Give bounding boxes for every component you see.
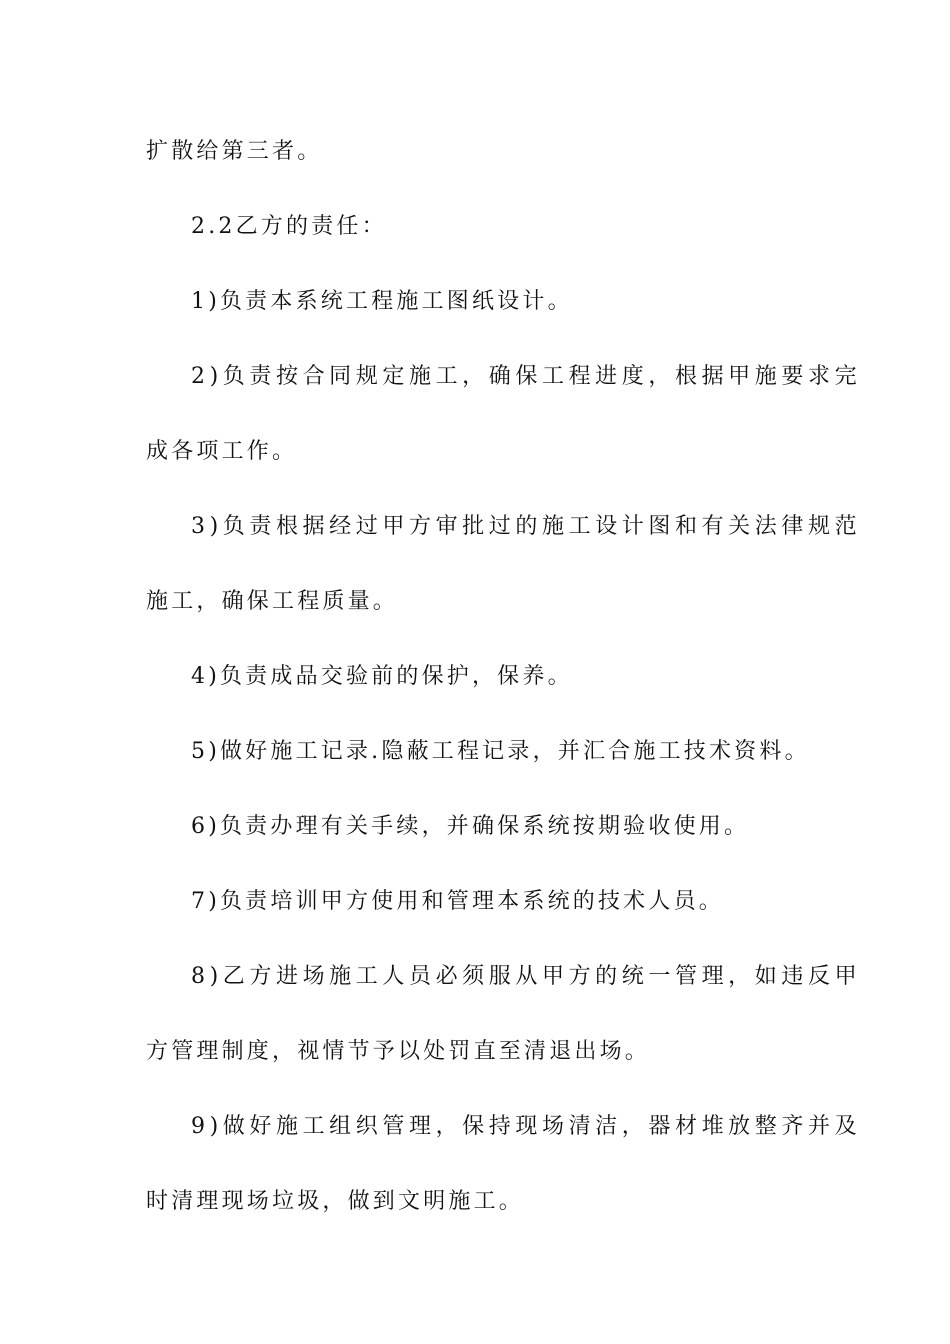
list-item: 4)负责成品交验前的保护，保养。	[191, 664, 573, 689]
list-item: 2)负责按合同规定施工，确保工程进度，根据甲施要求完	[191, 364, 862, 389]
paragraph-line: 扩散给第三者。	[146, 139, 323, 164]
list-item-continuation: 施工，确保工程质量。	[146, 589, 399, 614]
section-heading: 2.2乙方的责任：	[191, 214, 387, 239]
list-item-continuation: 成各项工作。	[146, 439, 298, 464]
list-item: 3)负责根据经过甲方审批过的施工设计图和有关法律规范	[191, 514, 862, 539]
list-item-continuation: 方管理制度，视情节予以处罚直至清退出场。	[146, 1039, 651, 1064]
list-item: 6)负责办理有关手续，并确保系统按期验收使用。	[191, 814, 750, 839]
list-item: 7)负责培训甲方使用和管理本系统的技术人员。	[191, 889, 724, 914]
list-item: 5)做好施工记录.隐蔽工程记录，并汇合施工技术资料。	[191, 739, 810, 764]
list-item: 8)乙方进场施工人员必须服从甲方的统一管理，如违反甲	[191, 964, 862, 989]
list-item: 9)做好施工组织管理，保持现场清洁，器材堆放整齐并及	[191, 1114, 862, 1139]
list-item: 1)负责本系统工程施工图纸设计。	[191, 289, 573, 314]
list-item-continuation: 时清理现场垃圾，做到文明施工。	[146, 1189, 525, 1214]
